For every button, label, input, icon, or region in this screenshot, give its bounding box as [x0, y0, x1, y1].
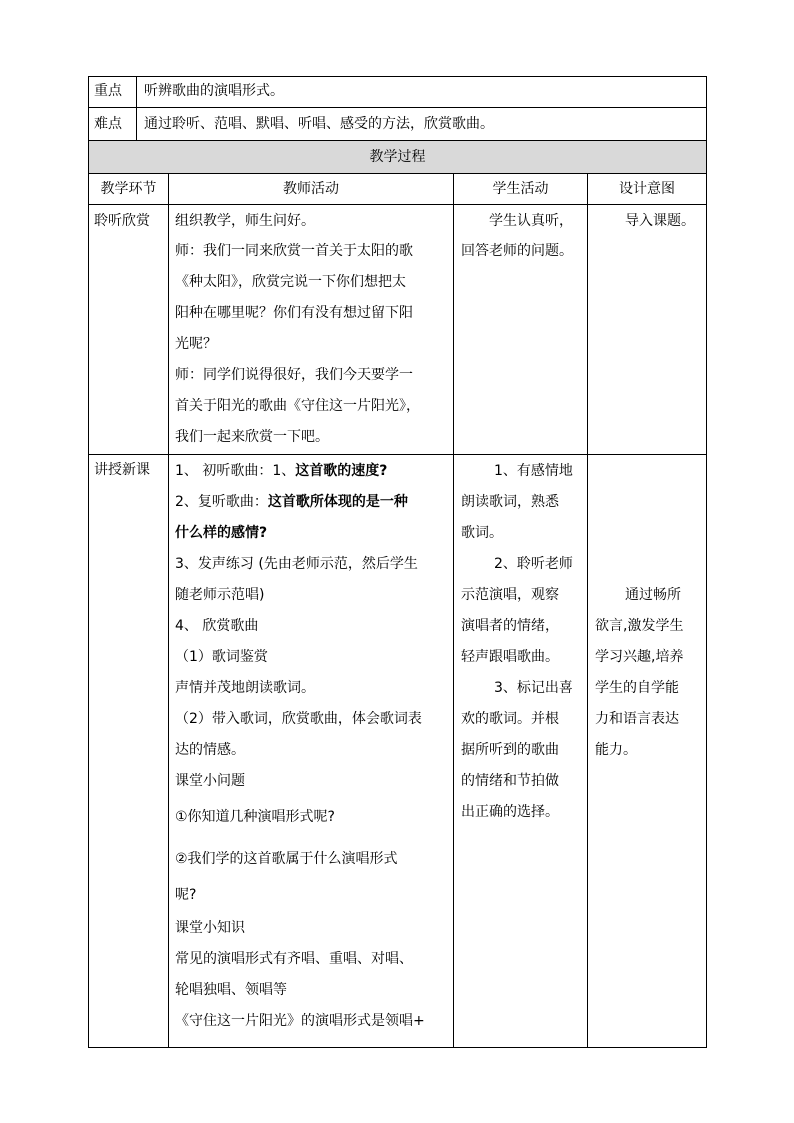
s2-teacher-line-16: 常见的演唱形式有齐唱、重唱、对唱、: [175, 951, 413, 967]
s1-intent-cell: [587, 204, 707, 455]
s1-teacher-line: 师：我们一同来欣赏一首关于太阳的歌: [175, 243, 413, 259]
s2-student-line: 出正确的选择。: [461, 804, 559, 820]
s2-intent-line: 通过畅所: [625, 587, 681, 603]
col-teacher-header: 教师活动: [283, 181, 339, 197]
s2-teacher-line-2: [175, 492, 408, 512]
s2-student-line: 的情绪和节拍做: [461, 773, 559, 789]
listen-first-prefix: 1、 初听歌曲：1、: [175, 463, 296, 479]
col-intent-header: 设计意图: [619, 181, 675, 197]
s1-student-line: 回答老师的问题。: [461, 243, 573, 259]
s2-intent-line: 学习兴趣,培养: [595, 649, 684, 665]
s2-stage: 讲授新课: [94, 462, 150, 478]
s2-student-line: 演唱者的情绪，: [461, 618, 559, 634]
difficulty-content: 通过聆听、范唱、默唱、听唱、感受的方法，欣赏歌曲。: [144, 116, 494, 132]
s2-teacher-line-4: 3、发声练习 (先由老师示范，然后学生: [175, 556, 418, 572]
s2-student-line: 3、标记出喜: [494, 680, 573, 696]
s1-intent: 导入课题。: [625, 213, 695, 229]
s2-student-line: 朗读歌词，熟悉: [461, 494, 559, 510]
s2-teacher-line-6: 4、 欣赏歌曲: [175, 618, 259, 634]
focus-content: 听辨歌曲的演唱形式。: [144, 83, 284, 99]
s2-teacher-line-15: 课堂小知识: [175, 920, 245, 936]
s2-student-line: 歌词。: [461, 525, 503, 541]
emotion-question: 这首歌所体现的是一种: [267, 494, 408, 510]
s1-teacher-line: 光呢？: [175, 336, 217, 352]
focus-label: 重点: [94, 83, 122, 99]
s2-teacher-line-17: 轮唱独唱、领唱等: [175, 982, 287, 998]
s2-intent-line: 力和语言表达: [595, 711, 679, 727]
s1-teacher-line: 我们一起来欣赏一下吧。: [175, 429, 329, 445]
s2-teacher-line-1: [175, 461, 387, 481]
speed-question: 这首歌的速度?: [295, 463, 388, 479]
s1-teacher-line: 组织教学，师生问好。: [175, 213, 315, 229]
s2-teacher-line-9: （2）带入歌词，欣赏歌曲，体会歌词表: [175, 711, 422, 727]
s1-teacher-line: 首关于阳光的歌曲《守住这一片阳光》，: [175, 398, 420, 414]
s2-teacher-line-13: ②我们学的这首歌属于什么演唱形式: [175, 851, 398, 867]
s2-intent-line: 学生的自学能: [595, 680, 679, 696]
s2-teacher-line-5: 随老师示范唱): [175, 587, 265, 603]
s2-stage-cell: [88, 454, 169, 1048]
s1-student-line: 学生认真听，: [489, 213, 573, 229]
s2-student-line: 2、聆听老师: [494, 556, 573, 572]
difficulty-label: 难点: [94, 116, 122, 132]
s2-student-line: 轻声跟唱歌曲。: [461, 649, 559, 665]
s1-stage-cell: [88, 204, 169, 455]
s2-teacher-line-8: 声情并茂地朗读歌词。: [175, 680, 315, 696]
s2-teacher-line-3: 什么样的感情?: [175, 525, 268, 541]
col-student-header: 学生活动: [492, 181, 549, 197]
listen-again-prefix: 2、复听歌曲：: [175, 494, 268, 510]
s2-student-line: 欢的歌词。并根: [461, 711, 559, 727]
s2-teacher-line-14: 呢?: [175, 887, 197, 903]
s2-teacher-line-18: 《守住这一片阳光》的演唱形式是领唱+: [175, 1013, 425, 1029]
s2-teacher-line-10: 达的情感。: [175, 742, 245, 758]
s1-teacher-line: 《种太阳》，欣赏完说一下你们想把太: [175, 274, 406, 290]
s1-teacher-line: 阳种在哪里呢？你们有没有想过留下阳: [175, 305, 413, 321]
s2-intent-line: 能力。: [595, 742, 637, 758]
s1-stage: 聆听欣赏: [94, 213, 150, 229]
s1-teacher-line: 师：同学们说得很好，我们今天要学一: [175, 367, 413, 383]
s2-student-line: 示范演唱，观察: [461, 587, 559, 603]
s2-student-line: 据所听到的歌曲: [461, 742, 559, 758]
s2-student-line: 1、有感情地: [494, 463, 573, 479]
col-stage-header: 教学环节: [100, 181, 157, 197]
s2-intent-line: 欲言,激发学生: [595, 618, 684, 634]
s2-teacher-line-7: （1）歌词鉴赏: [175, 649, 268, 665]
process-header: 教学过程: [369, 149, 426, 165]
s2-teacher-line-11: 课堂小问题: [175, 773, 245, 789]
s2-teacher-line-12: ①你知道几种演唱形式呢?: [175, 809, 335, 825]
